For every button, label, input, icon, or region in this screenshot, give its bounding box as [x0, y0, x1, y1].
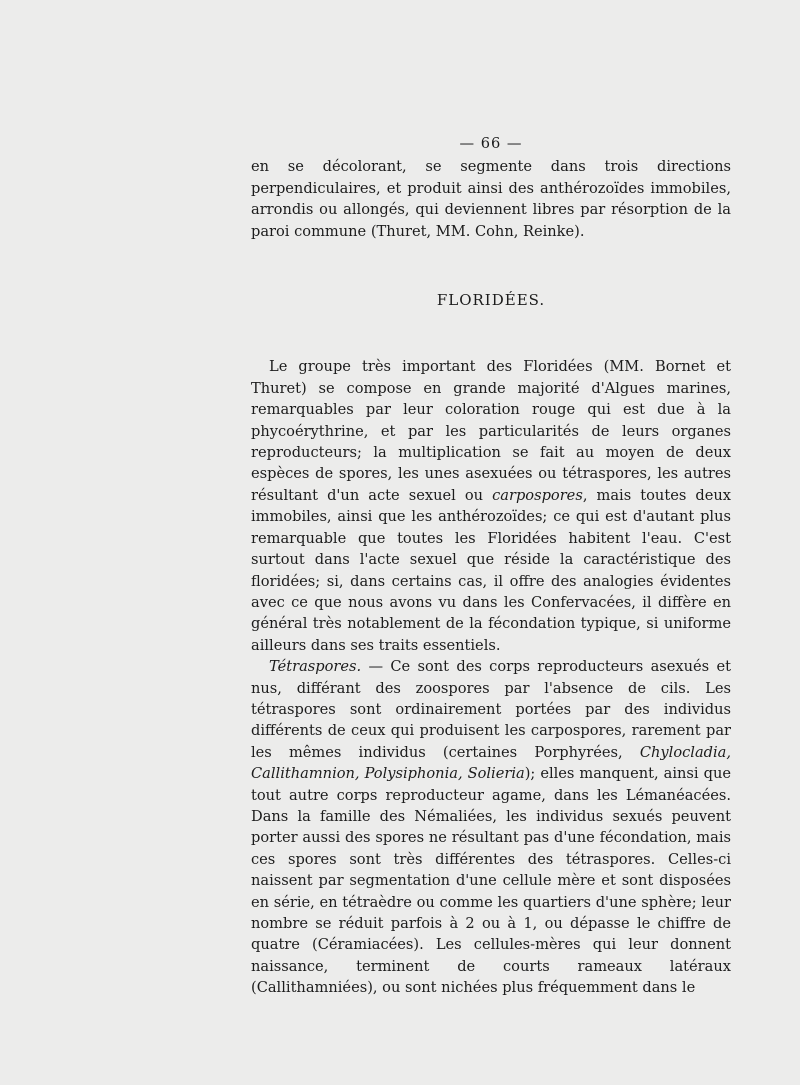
page-number: — 66 — [459, 135, 523, 152]
paragraph-2-part1: Le groupe très important des Floridées (MM. Bornet et Thuret) se compose en grande majorité d'Algues marines, remarquables par leur coloration rouge qui est due à la phycoérythrine, et par les particularités de leurs organes reproducteurs; la multiplication se fait au moyen de deux espèces de spores, les unes asexuées ou tétraspores, les autres résultant d'un acte sexuel ou [251, 358, 731, 504]
paragraph-1: en se décolorant, se segmente dans trois directions perpendiculaires, et produit ainsi des anthérozoïdes immobiles, arrondis ou allongés, qui deviennent libres par résorption de la paroi commune (Thuret, MM. Cohn, Reinke). [251, 158, 731, 240]
carpospores-term: carpospores [492, 486, 583, 504]
genera-list: Chylocladia, Callithamnion, Polysiphonia, Solieria [251, 743, 731, 783]
paragraph-2-part2: , mais toutes deux immobiles, ainsi que les anthérozoïdes; ce qui est d'autant plus remarquable que toutes les Floridées habitent l'eau. C'est surtout dans l'acte sexuel que réside la caractéristique des floridées; si, dans certains cas, il offre des analogies évidentes avec ce que nous avons vu dans les Confervacées, il diffère en général très notablement de la fécondation typique, si uniforme ailleurs dans ses traits essentiels. [251, 486, 731, 654]
paragraph-2 [251, 356, 731, 656]
text-block [251, 133, 731, 999]
paragraph-3 [251, 656, 731, 999]
paragraph-3-part1: — Ce sont des corps reproducteurs asexués et nus, différant des zoospores par l'absence de cils. Les tétraspores sont ordinairement portées par des individus différents de ceux qui produisent les carpospores, rarement par les mêmes individus (certaines Porphyrées, [251, 658, 731, 761]
tetraspores-term: Tétraspores. [269, 658, 362, 676]
paragraph-3-part2: ); elles manquent, ainsi que tout autre corps reproducteur agame, dans les Lémanéacées. Dans la famille des Némaliées, les individus sexués peuvent porter aussi des spores ne résultant pas d'une fécondation, mais ces spores sont très différentes des tétraspores. Celles-ci naissent par segmentation d'une cellule mère et sont disposées en série, en tétraèdre ou comme les quartiers d'une sphère; leur nombre se réduit parfois à 2 ou à 1, ou dépasse le chiffre de quatre (Céramiacées). Les cellules-mères qui leur donnent naissance, terminent de courts rameaux latéraux (Callithamniées), ou sont nichées plus fréquemment dans le [251, 765, 731, 997]
section-title: FLORIDÉES. [436, 291, 546, 310]
